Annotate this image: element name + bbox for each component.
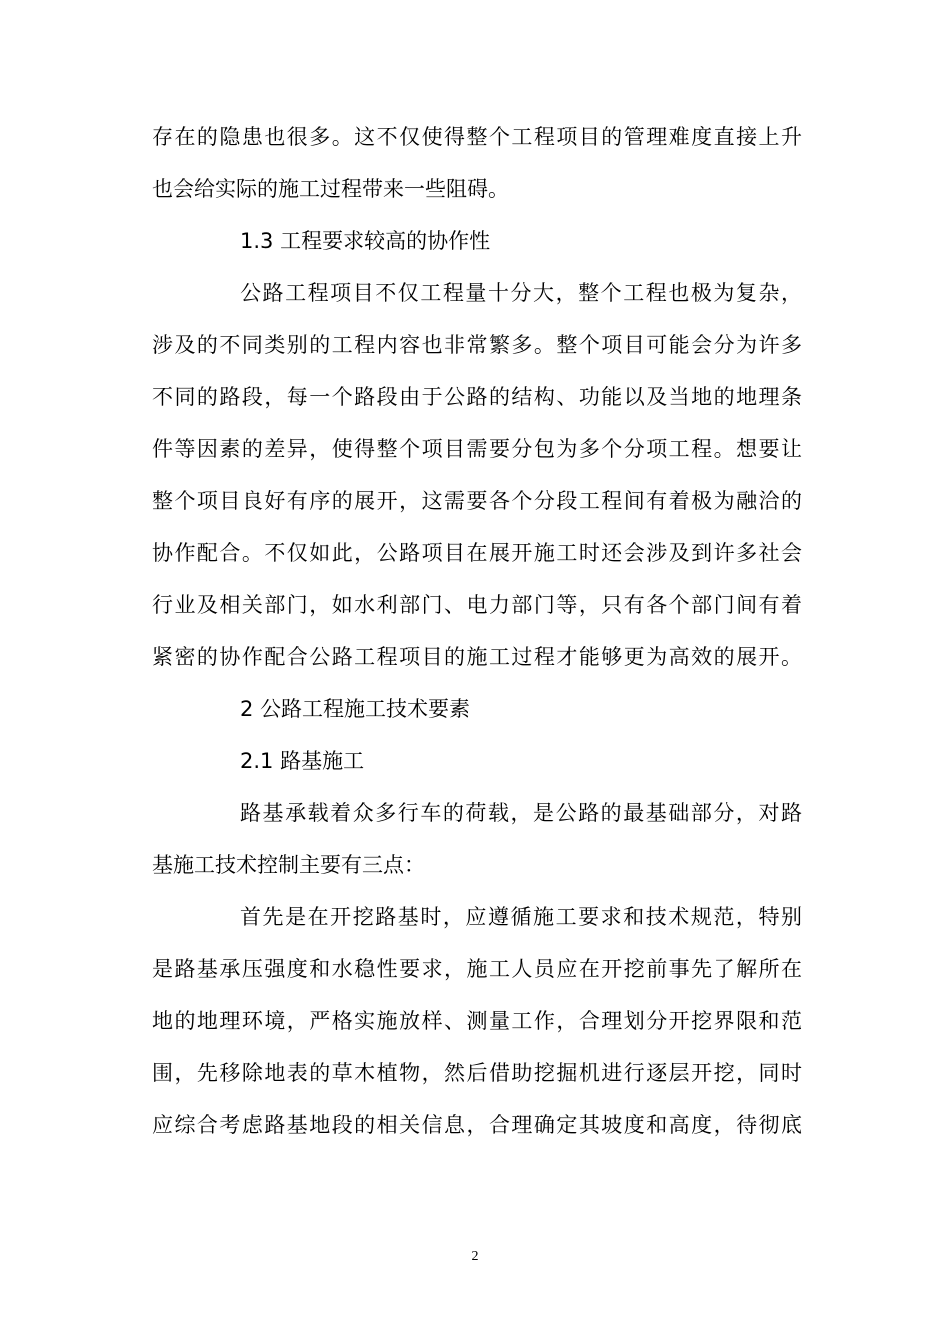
paragraph-line: 基施工技术控制主要有三点：	[152, 853, 425, 877]
section-heading: 2 公路工程施工技术要素	[240, 697, 471, 721]
paragraph-line: 首先是在开挖路基时，应遵循施工要求和技术规范，特别	[240, 905, 802, 929]
section-heading: 1.3 工程要求较高的协作性	[240, 229, 491, 253]
paragraph-line: 紧密的协作配合公路工程项目的施工过程才能够更为高效的展开。	[152, 645, 802, 669]
paragraph-line: 公路工程项目不仅工程量十分大，整个工程也极为复杂，	[240, 281, 802, 305]
paragraph-line: 涉及的不同类别的工程内容也非常繁多。整个项目可能会分为许多	[152, 333, 802, 357]
subsection-heading: 2.1 路基施工	[240, 749, 365, 773]
paragraph-line: 件等因素的差异，使得整个项目需要分包为多个分项工程。想要让	[152, 437, 802, 461]
paragraph-line: 是路基承压强度和水稳性要求，施工人员应在开挖前事先了解所在	[152, 957, 802, 981]
paragraph-line: 围，先移除地表的草木植物，然后借助挖掘机进行逐层开挖，同时	[152, 1061, 802, 1085]
paragraph-line: 不同的路段，每一个路段由于公路的结构、功能以及当地的地理条	[152, 385, 802, 409]
paragraph-line: 地的地理环境，严格实施放样、测量工作，合理划分开挖界限和范	[152, 1009, 802, 1033]
paragraph-line: 也会给实际的施工过程带来一些阻碍。	[152, 177, 509, 201]
paragraph-line: 行业及相关部门，如水利部门、电力部门等，只有各个部门间有着	[152, 593, 802, 617]
paragraph-line: 整个项目良好有序的展开，这需要各个分段工程间有着极为融洽的	[152, 489, 802, 513]
paragraph-line: 路基承载着众多行车的荷载，是公路的最基础部分，对路	[240, 801, 802, 825]
paragraph-line: 应综合考虑路基地段的相关信息，合理确定其坡度和高度，待彻底	[152, 1113, 802, 1137]
paragraph-line: 协作配合。不仅如此，公路项目在展开施工时还会涉及到许多社会	[152, 541, 802, 565]
page-number: 2	[471, 1249, 479, 1264]
paragraph-line: 存在的隐患也很多。这不仅使得整个工程项目的管理难度直接上升	[152, 125, 802, 149]
